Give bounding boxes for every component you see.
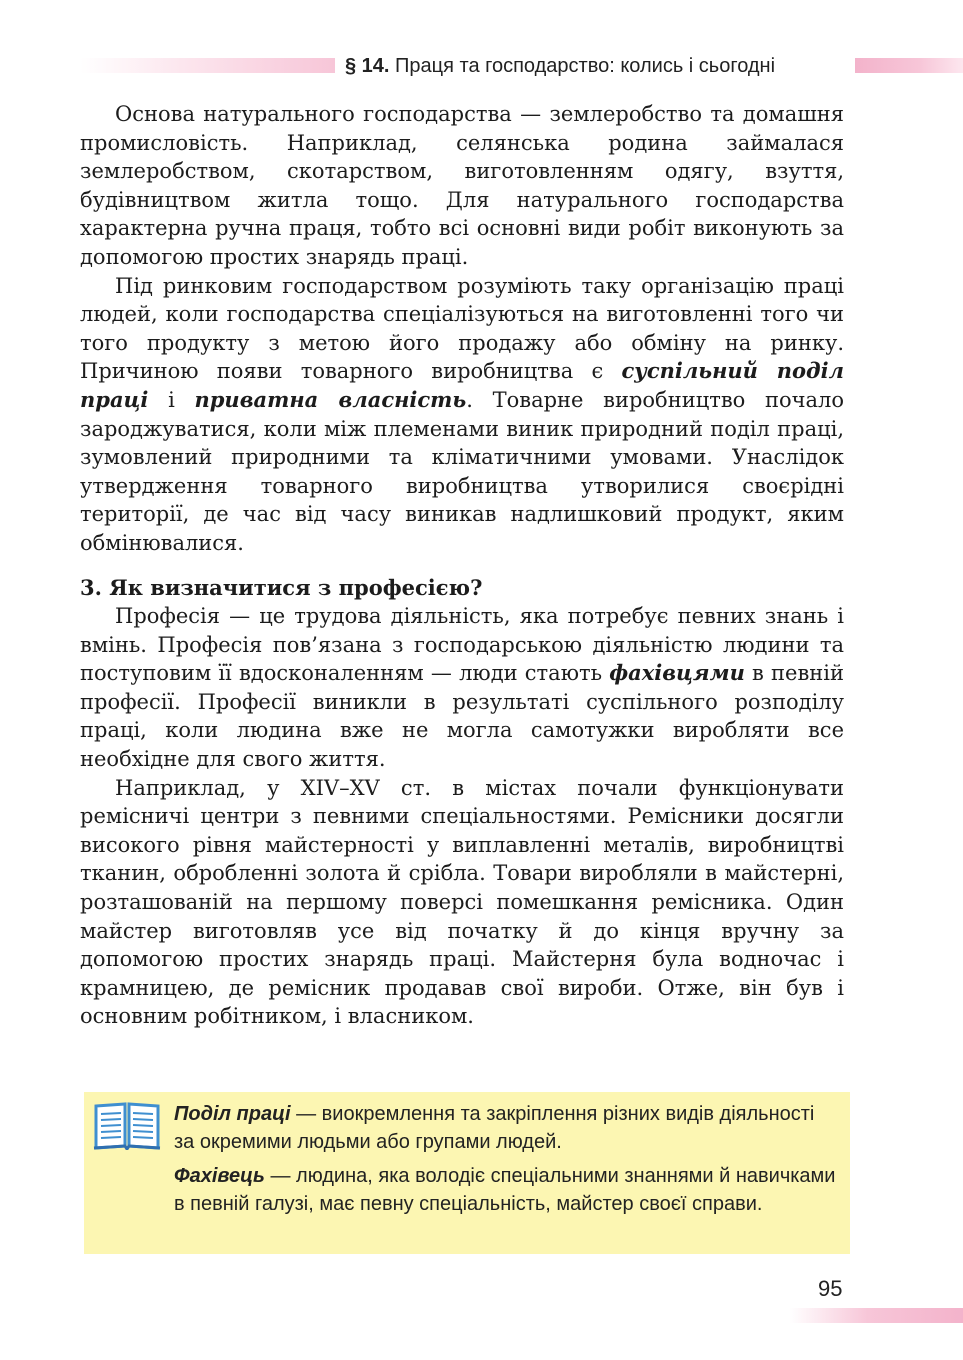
section-number: § 14. — [345, 55, 390, 77]
definitions-list — [174, 1100, 839, 1224]
section-header — [345, 52, 850, 80]
text-run: . Товарне виробництво почало зароджуватися, коли між племенами виник природний поділ праці, зумовлений природними та кліматичними умовами. Унаслідок утвердження товарного виробництва утворилися своєрідні території, де час від часу виникав надлишковий продукт, яким обмінювалися. — [80, 387, 844, 555]
definition-text: — виокремлення та закріплення різних видів діяльності за окремими людьми або групами людей. — [174, 1103, 815, 1153]
definition-text: — людина, яка володіє спеціальними знаннями й навичками в певній галузі, має певну спеціальність, майстер своєї справи. — [174, 1165, 836, 1215]
term-social-division-of-labor: суспільний поділ праці — [80, 358, 844, 412]
footer-decor-bar — [790, 1308, 963, 1323]
paragraph-market-economy — [80, 272, 844, 558]
header-decor-bar-left — [80, 58, 335, 73]
text-run: Під ринковим господарством розуміють таку організацію праці людей, коли господарства спеціалізуються на виготовленні того чи того продукту з метою його продажу або обміну на ринку. Причиною появи товарного виробництва є — [80, 273, 844, 384]
text-run: Професія — це трудова діяльність, яка потребує певних знань і вмінь. Професія пов’язана з господарською діяльністю людини та поступовим її вдосконаленням — люди стають — [80, 604, 844, 686]
paragraph-subsistence-economy: Основа натурального господарства — землеробство та домашня промисловість. Наприклад, селянська родина займалася землеробством, скотарством, виготовленням одягу, взуття, будівництвом житла тощо. Для натурального господарства характерна ручна праця, тобто всі основні види робіт виконують за допомогою простих знарядь праці. — [80, 102, 844, 269]
text-run: і — [148, 387, 195, 412]
paragraph-profession — [80, 602, 844, 774]
paragraph-craft-centers: Наприклад, у XIV–XV ст. в містах почали функціонувати ремісничі центри з певними спеціальностями. Ремісники досягли високого рівня майстерності у виплавленні металів, виробництві тканин, обробленні золота й срібла. Товари виробляли в майстерні, розташованій на першому поверсі помешкання ремісника. Один майстер виготовляв усе від початку й до кінця вручну за допомогою простих знарядь праці. Майстерня була водночас і крамницею, де ремісник продавав свої вироби. Отже, він був і основним робітником, і власником. — [80, 775, 844, 1029]
section-title: Праця та господарство: колись і сьогодні — [395, 55, 776, 77]
definition-specialist — [174, 1162, 839, 1218]
term-specialists: фахівцями — [609, 660, 745, 686]
definition-term: Поділ праці — [174, 1103, 291, 1125]
subsection-heading: 3. Як визначитися з професією? — [80, 574, 483, 600]
text-run: в певній професії. Професії виникли в результаті суспільного розподілу праці, коли людина вже не могла самотужки виробляти все необхідне для свого життя. — [80, 661, 844, 772]
definitions-box — [84, 1092, 850, 1254]
open-book-icon — [92, 1098, 162, 1150]
main-text — [80, 100, 844, 1031]
term-private-property: приватна власність — [194, 386, 467, 412]
header-decor-bar-right — [855, 58, 963, 73]
definition-division-of-labor — [174, 1100, 839, 1156]
definition-term: Фахівець — [174, 1165, 265, 1187]
page-number: 95 — [818, 1276, 843, 1301]
